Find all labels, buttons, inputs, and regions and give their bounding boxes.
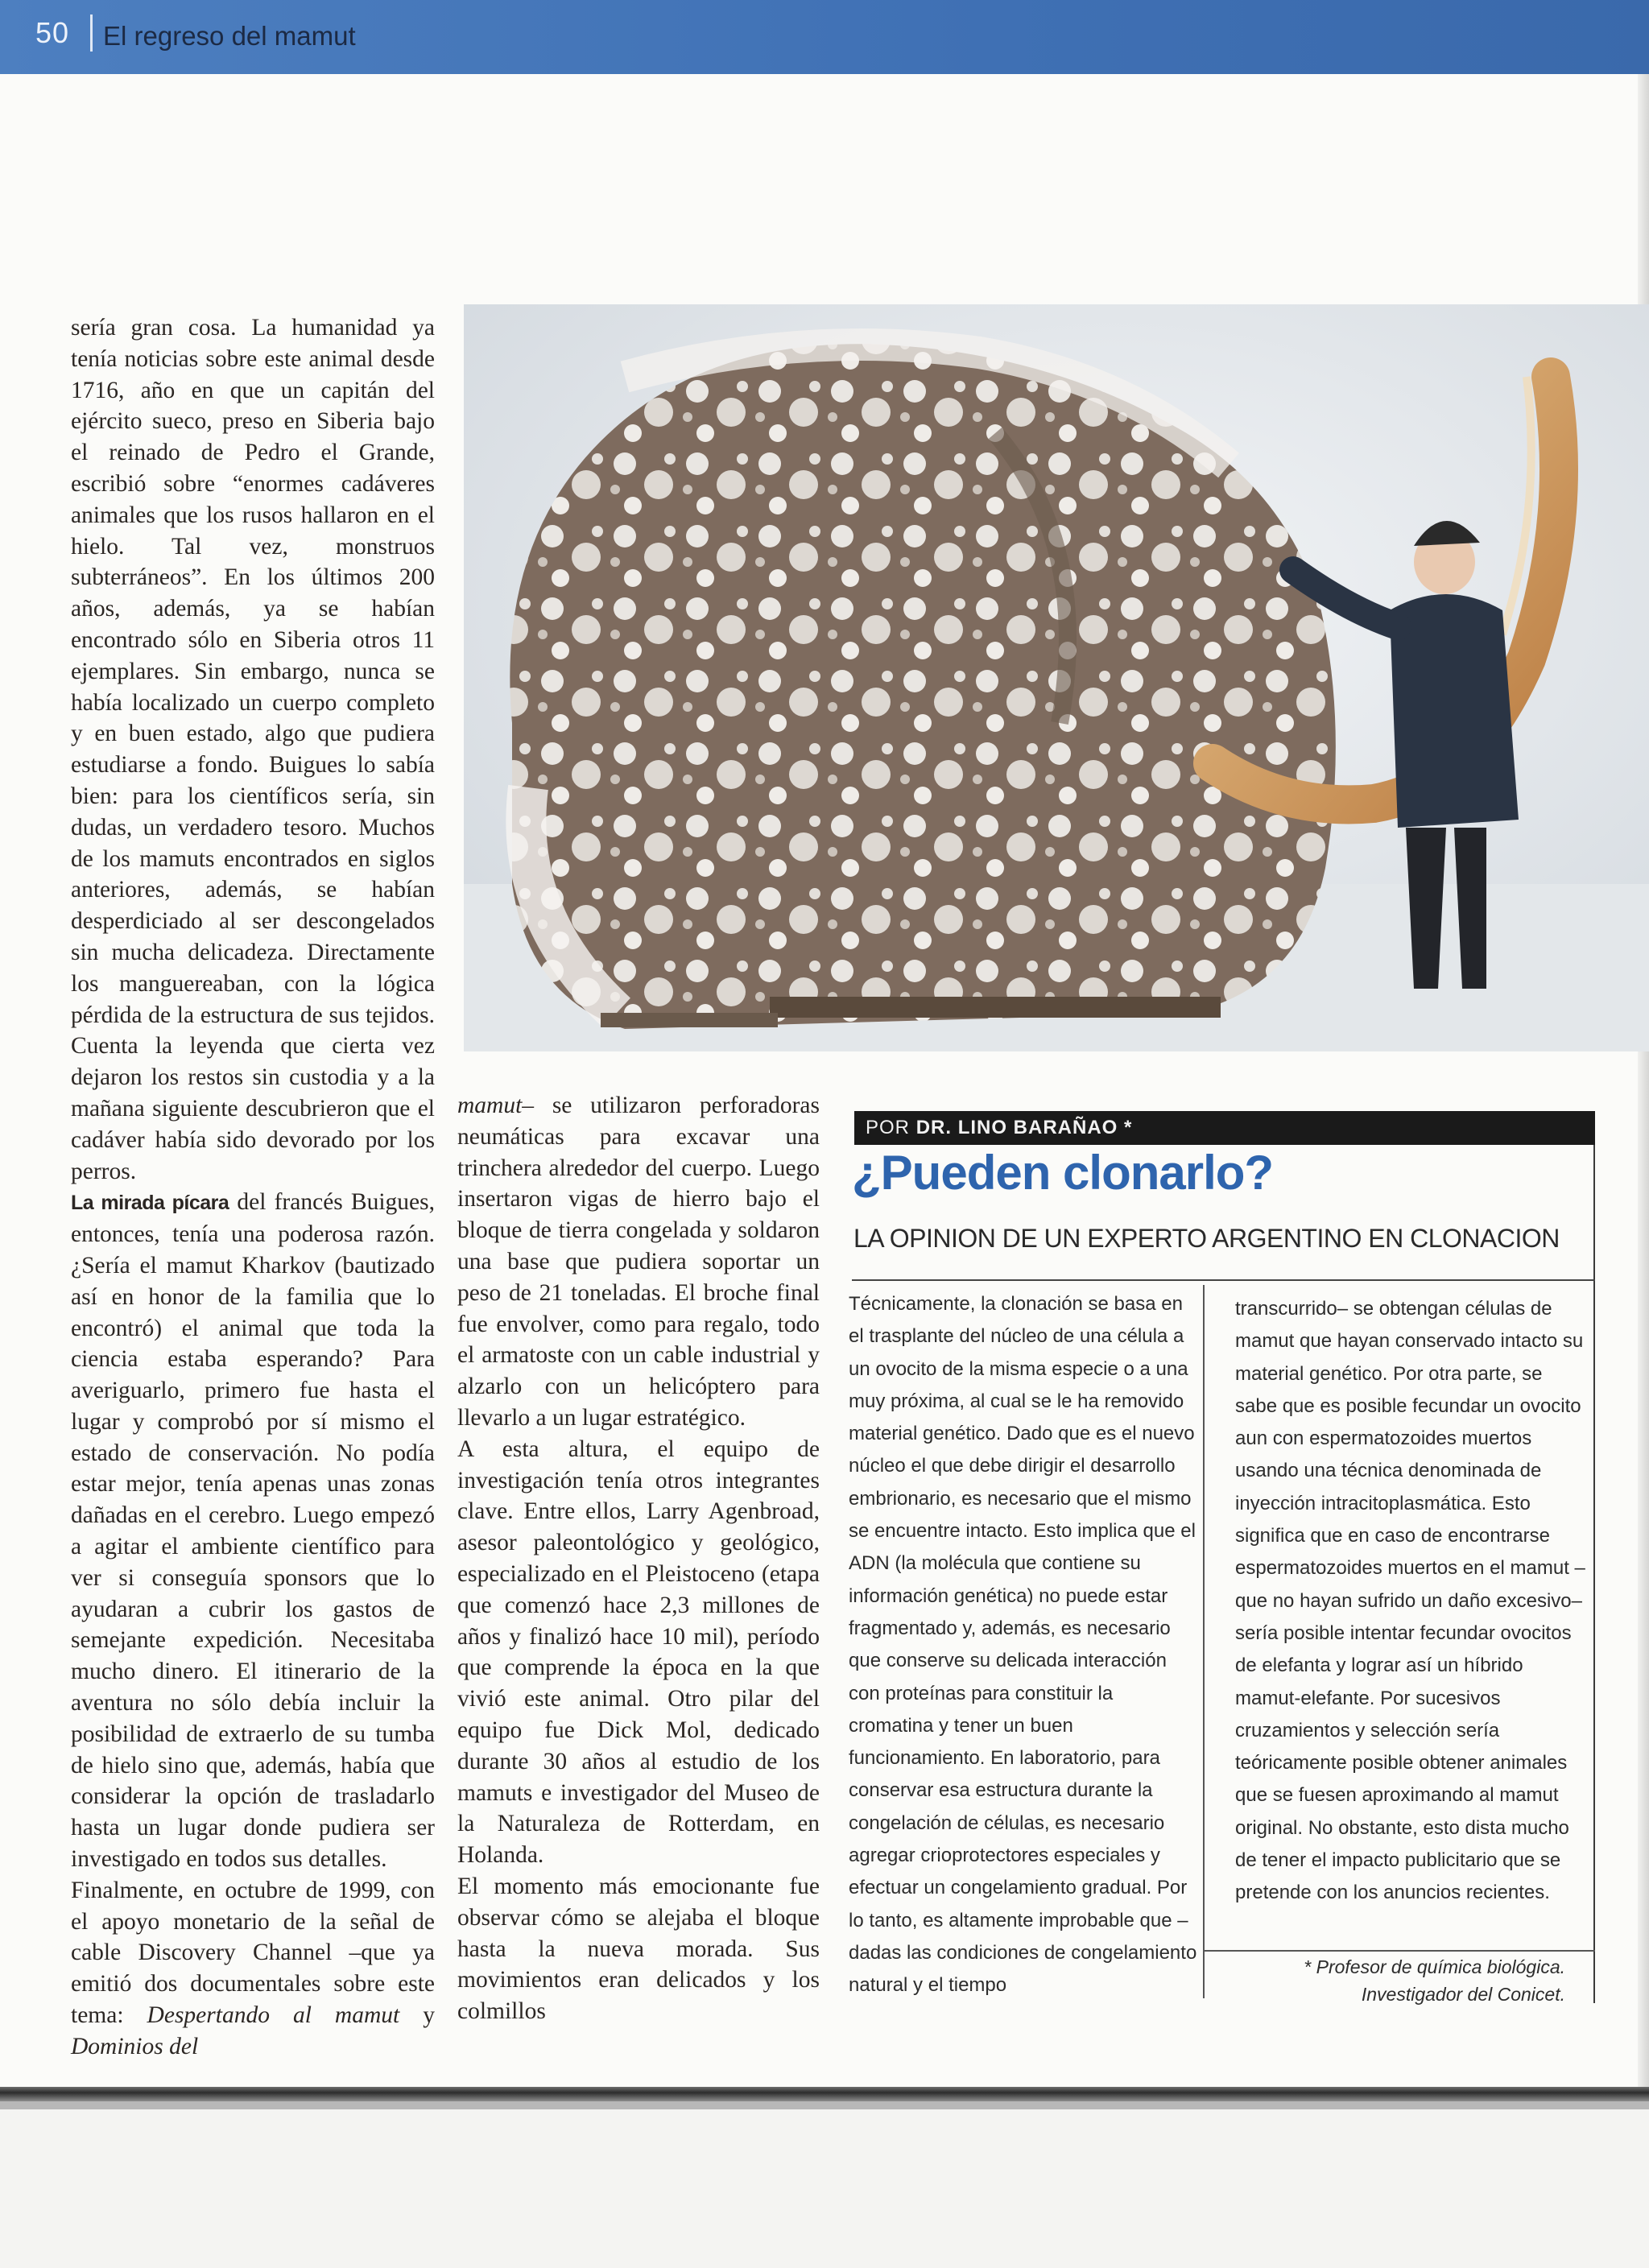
documentary-title: mamut– [457, 1093, 535, 1118]
sidebar-subtitle: LA OPINION DE UN EXPERTO ARGENTINO EN CLONACION [853, 1224, 1560, 1253]
paragraph-text: y [399, 2002, 435, 2029]
paragraph-text: Finalmente, en octubre de 1999, con el apoyo monetario de la señal de cable Discovery Channel –que ya emitió dos documentales sobre este tema: [71, 1877, 435, 2029]
page-number: 50 [35, 16, 70, 49]
byline-prefix: POR [866, 1117, 916, 1138]
next-page-margin [0, 2109, 1649, 2268]
article-paragraph: sería gran cosa. La humanidad ya tenía noticias sobre este animal desde 1716, año en que un capitán del ejército sueco, preso en Siberia bajo el reinado de Pedro el Grande, escribió sobre “enormes cadáveres animales que los rusos hallaron en el hielo. Tal vez, monstruos subterráneos”. En los últimos 200 años, además, ya se habían encontrado sólo en Siberia otros 11 ejemplares. Sin embargo, nunca se había localizado un cuerpo completo y en buen estado, algo que pudiera estudiarse a fondo. Buigues lo sabía bien: para los científicos sería, sin dudas, un verdadero tesoro. Muchos de los mamuts encontrados en siglos anteriores, además, se habían desperdiciado al ser descongelados sin mucha delicadeza. Directamente los manguereaban, con la lógica pérdida de la estructura de sus tejidos. Cuenta la leyenda que cierta vez dejaron los restos sin custodia y a la mañana siguiente descubrieron que el cadáver había sido devorado por los perros. [71, 315, 435, 1184]
article-column-2 [457, 1090, 820, 2027]
mammoth-block-illustration [464, 304, 1649, 1051]
article-paragraph: A esta altura, el equipo de investigación tenía otros integrantes clave. Entre ellos, Larry Agenbroad, asesor paleontológico y geológico, especializado en el Pleistoceno (etapa que comenzó hace 2,3 millones de años y finalizó hace 10 mil), período que comprende la época en la que vivió este animal. Otro pilar del equipo fue Dick Mol, dedicado durante 30 años al estudio de los mamuts e investigador del Museo de la Naturaleza de Rotterdam, en Holanda. [457, 1436, 820, 1869]
header-divider [90, 14, 93, 52]
paragraph-lead: La mirada pícara [71, 1192, 229, 1215]
footnote-line: Investigador del Conicet. [1361, 1984, 1565, 2005]
sidebar-column-1: Técnicamente, la clonación se basa en el trasplante del núcleo de una célula a un ovocito de la misma especie o a una muy próxima, al cual se le ha removido material genético. Dado que es el nuevo núcleo el que debe dirigir el desarrollo embrionario, es necesario que el mismo se encuentre intacto. Esto implica que el ADN (la molécula que contiene su información genética) no puede estar fragmentado y, además, es necesario que conserve su delicada interacción con proteínas para constituir la cromatina y tener un buen funcionamiento. En laboratorio, para conservar esa estructura durante la congelación de células, es necesario agregar crioprotectores especiales y efectuar un congelamiento gradual. Por lo tanto, es altamente improbable que –dadas las condiciones de congelamiento natural y el tiempo [849, 1293, 1197, 1997]
page-fold-shadow [0, 2087, 1649, 2101]
sidebar-column-2: transcurrido– se obtengan células de mamut que hayan conservado intacto su material genético. Por otra parte, se sabe que es posible fecundar un ovocito aun con espermatozoides muertos usando una técnica denominada de inyección intracitoplasmática. Esto significa que en caso de encontrarse espermatozoides muertos en el mamut –que no hayan sufrido un daño excesivo– sería posible intentar fecundar ovocitos de elefanta y lograr así un híbrido mamut-elefante. Por sucesivos cruzamientos y selección sería teóricamente posible obtener animales que se fuesen aproximando al mamut original. No obstante, esto dista mucho de tener el impacto publicitario que se pretende con los anuncios recientes. [1235, 1298, 1585, 1904]
article-paragraph [71, 1875, 435, 2063]
documentary-title: Despertando al mamut [147, 2002, 400, 2029]
article-paragraph [457, 1090, 820, 1434]
documentary-title: Dominios del [71, 2033, 199, 2059]
mammoth-photo [464, 304, 1649, 1051]
paragraph-text: del francés Buigues, entonces, tenía una poderosa razón. ¿Sería el mamut Kharkov (bautizado así en honor de la familia que lo encontró) el animal que toda la ciencia estaba esperando? Para averiguarlo, primero fue hasta el lugar y comprobó por sí mismo el estado de conservación. No podía estar mejor, tenía apenas unas zonas dañadas en el cerebro. Luego empezó a agitar el ambiente científico para ver si conseguía sponsors que lo ayudaran a cubrir los gastos de semejante expedición. Necesitaba mucho dinero. El itinerario de la aventura no sólo debía incluir la posibilidad de extraerlo de su tumba de hielo sino que, además, había que considerar la opción de trasladarlo hasta un lugar donde pudiera ser investigado en todos sus detalles. [71, 1189, 435, 1873]
article-column-1 [71, 312, 435, 2063]
sidebar-column-divider [1203, 1285, 1205, 1998]
article-paragraph: El momento más emocionante fue observar cómo se alejaba el bloque hasta la nueva morada. Sus movimientos eran delicados y los colmillos [457, 1873, 820, 2025]
paragraph-text: se utilizaron perforadoras neumáticas para excavar una trinchera alrededor del cuerpo. Luego insertaron vigas de hierro bajo el bloque de tierra congelada y soldaron una base que pudiera soportar un peso de 21 toneladas. El broche final fue envolver, como para regalo, todo el armatoste con un cable industrial y alzarlo con un helicóptero para llevarlo a un lugar estratégico. [457, 1093, 820, 1431]
sidebar-rule [852, 1279, 1595, 1281]
footnote-line: * Profesor de química biológica. [1304, 1956, 1565, 1977]
article-paragraph [71, 1187, 435, 1875]
section-title: El regreso del mamut [103, 21, 356, 51]
sidebar-byline [854, 1111, 1595, 1145]
footnote-rule [1205, 1950, 1595, 1952]
byline-name: DR. LINO BARAÑAO * [915, 1117, 1133, 1138]
author-footnote [1224, 1953, 1565, 2008]
sidebar-title: ¿Pueden clonarlo? [852, 1146, 1274, 1200]
page-fold-edge [0, 2101, 1649, 2109]
